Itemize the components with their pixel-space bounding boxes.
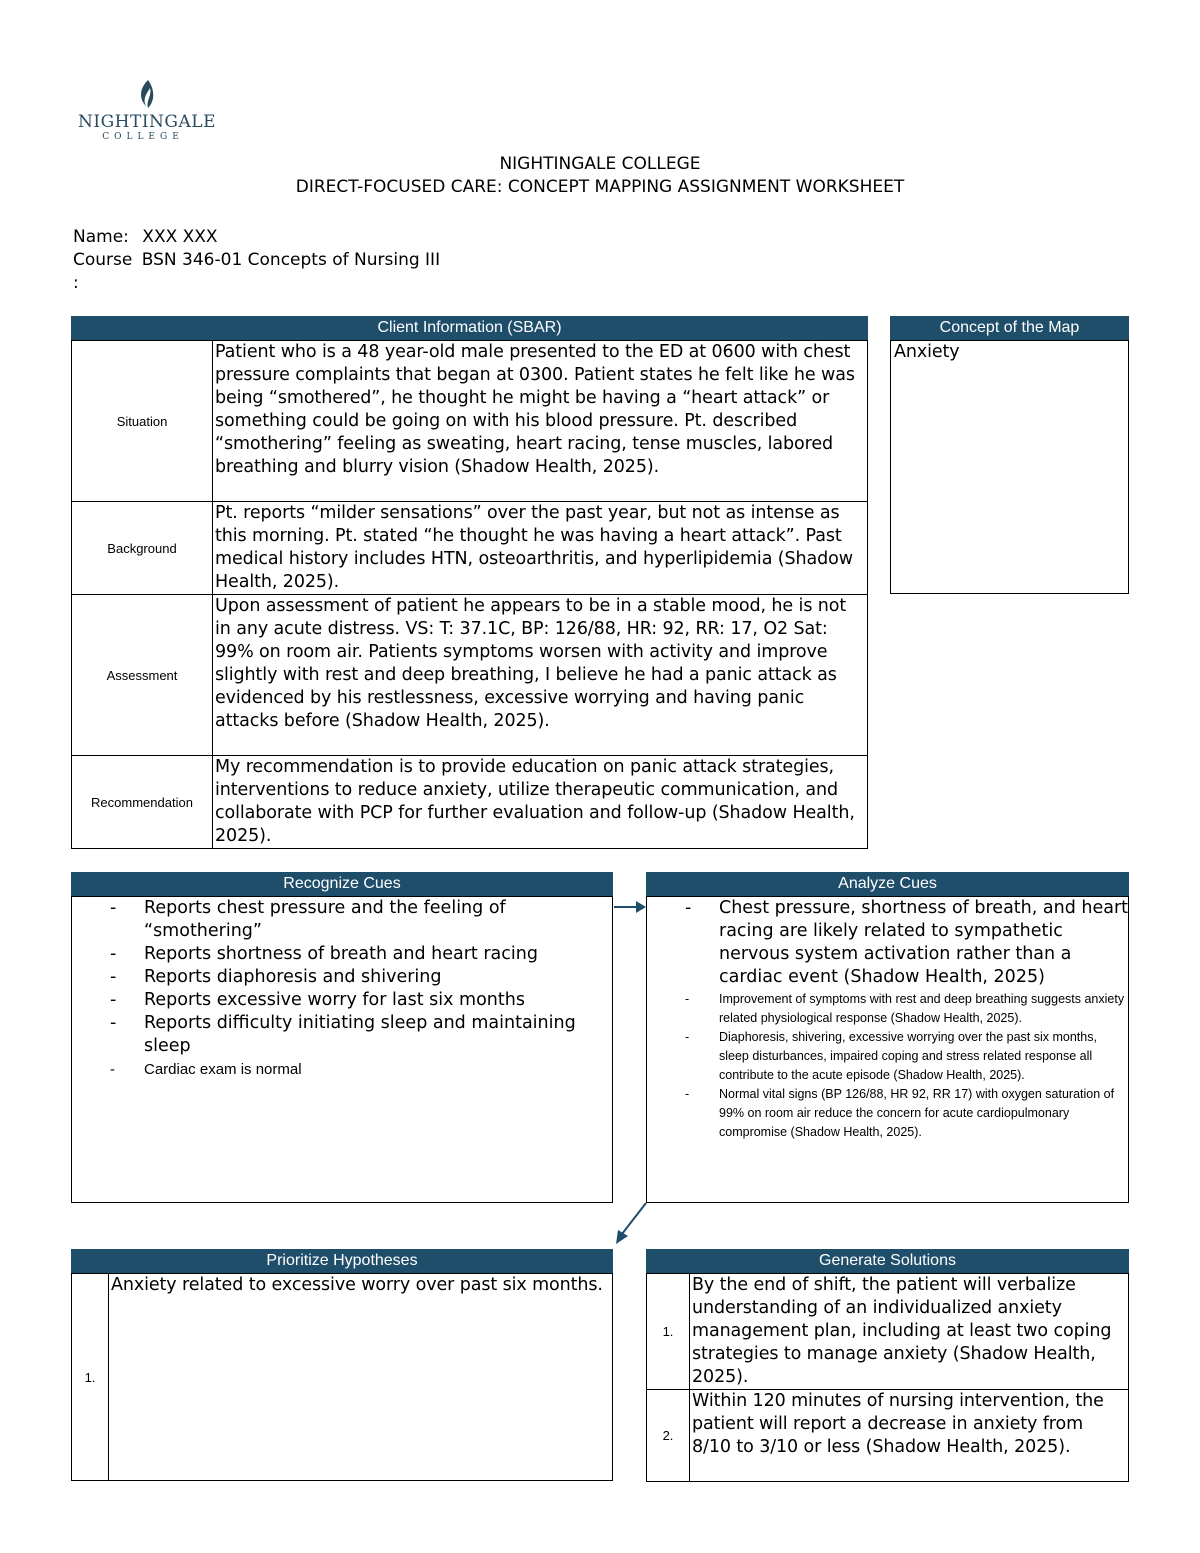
arrow-right-icon — [612, 897, 648, 917]
list-item: - Reports difficulty initiating sleep and maintaining sleep — [72, 1012, 612, 1058]
solutions-table — [646, 1273, 1129, 1482]
solution-text: Within 120 minutes of nursing intervention, the patient will report a decrease in anxiety from 8/10 to 3/10 or less (Shadow Health, 2025). — [690, 1390, 1129, 1482]
list-item: - Normal vital signs (BP 126/88, HR 92, RR 17) with oxygen saturation of 99% on room air reduce the concern for acute cardiopulmonary compromise (Shadow Health, 2025). — [647, 1085, 1128, 1142]
prioritize-section — [71, 1249, 613, 1481]
sbar-text: Pt. reports “milder sensations” over the past year, but not as intense as this morning. Pt. stated “he thought he was having a heart attack”. Past medical history includes HTN, osteoarthritis, and hyperlipidemia (Shadow Health, 2025). — [213, 502, 868, 595]
sbar-label: Situation — [72, 341, 213, 502]
solutions-section — [646, 1249, 1129, 1482]
list-item: - Chest pressure, shortness of breath, and heart racing are likely related to sympathetic nervous system activation rather than a cardiac event (Shadow Health, 2025) — [647, 897, 1128, 989]
name-value: XXX XXX — [142, 227, 218, 247]
sbar-label: Assessment — [72, 595, 213, 756]
sbar-text: My recommendation is to provide education on panic attack strategies, interventions to reduce anxiety, utilize therapeutic communication, and collaborate with PCP for further evaluation and follow-up (Shadow Health, 2025). — [213, 756, 868, 849]
list-item: - Diaphoresis, shivering, excessive worrying over the past six months, sleep disturbances, impaired coping and stress related response all contribute to the acute episode (Shadow Health, 2025). — [647, 1028, 1128, 1085]
sbar-text: Upon assessment of patient he appears to be in a stable mood, he is not in any acute distress. VS: T: 37.1C, BP: 126/88, HR: 92, RR: 17, O2 Sat: 99% on room air. Patients symptoms worsen with activity and improve slightly with rest and deep breathing, I believe he had a panic attack as evidenced by his restlessness, excessive worrying and having panic attacks before (Shadow Health, 2025). — [213, 595, 868, 756]
prioritize-table — [71, 1273, 613, 1481]
list-item: - Reports excessive worry for last six months — [72, 989, 612, 1012]
course-value: BSN 346-01 Concepts of Nursing III — [141, 250, 441, 270]
row-number: 1. — [647, 1274, 690, 1390]
row-number: 1. — [72, 1274, 109, 1481]
table-row — [72, 756, 868, 849]
recognize-box — [71, 896, 613, 1203]
analyze-box — [646, 896, 1129, 1203]
sbar-section — [71, 316, 868, 849]
logo-subword: COLLEGE — [102, 132, 184, 142]
table-row — [72, 341, 868, 502]
concept-value: Anxiety — [890, 340, 1129, 594]
list-item: - Reports chest pressure and the feeling of “smothering” — [72, 897, 612, 943]
course-colon: : — [73, 273, 79, 293]
recognize-heading: Recognize Cues — [71, 872, 613, 896]
row-number: 2. — [647, 1390, 690, 1482]
prioritize-heading: Prioritize Hypotheses — [71, 1249, 613, 1273]
analyze-small-list — [647, 990, 1128, 1142]
list-item: - Reports shortness of breath and heart racing — [72, 943, 612, 966]
list-item: - Reports diaphoresis and shivering — [72, 966, 612, 989]
concept-heading: Concept of the Map — [890, 316, 1129, 340]
college-logo — [78, 78, 216, 144]
sbar-label: Recommendation — [72, 756, 213, 849]
solutions-heading: Generate Solutions — [646, 1249, 1129, 1273]
list-item: - Improvement of symptoms with rest and deep breathing suggests anxiety related physiological response (Shadow Health, 2025). — [647, 990, 1128, 1028]
recognize-section — [71, 872, 613, 1203]
table-row — [72, 1274, 613, 1481]
sbar-table — [71, 340, 868, 849]
table-row — [647, 1274, 1129, 1390]
list-item: - Cardiac exam is normal — [72, 1058, 612, 1081]
analyze-list — [647, 897, 1128, 989]
hypothesis-text: Anxiety related to excessive worry over past six months. — [109, 1274, 613, 1481]
name-label: Name: — [73, 227, 129, 247]
sbar-text: Patient who is a 48 year-old male presented to the ED at 0600 with chest pressure complaints that began at 0300. Patient states he felt like he was being “smothered”, he thought he might be having a “heart attack” or something could be going on with his blood pressure. Pt. described “smothering” feeling as sweating, heart racing, tense muscles, labored breathing and blurry vision (Shadow Health, 2025). — [213, 341, 868, 502]
course-label: Course — [73, 250, 133, 270]
analyze-section — [646, 872, 1129, 1203]
analyze-heading: Analyze Cues — [646, 872, 1129, 896]
sbar-heading: Client Information (SBAR) — [71, 316, 868, 340]
recognize-small-list — [72, 1058, 612, 1081]
table-row — [72, 502, 868, 595]
course-line — [73, 249, 440, 272]
name-line — [73, 226, 218, 249]
logo-wordmark: NIGHTINGALE — [78, 112, 216, 132]
table-row — [72, 595, 868, 756]
college-heading: NIGHTINGALE COLLEGE — [499, 154, 701, 174]
arrow-down-left-icon — [610, 1200, 650, 1250]
table-row — [647, 1390, 1129, 1482]
concept-section — [890, 316, 1129, 594]
sbar-label: Background — [72, 502, 213, 595]
solution-text: By the end of shift, the patient will verbalize understanding of an individualized anxiety management plan, including at least two coping strategies to manage anxiety (Shadow Health, 2025). — [690, 1274, 1129, 1390]
worksheet-title: DIRECT-FOCUSED CARE: CONCEPT MAPPING ASSIGNMENT WORKSHEET — [295, 177, 905, 197]
recognize-list — [72, 897, 612, 1058]
